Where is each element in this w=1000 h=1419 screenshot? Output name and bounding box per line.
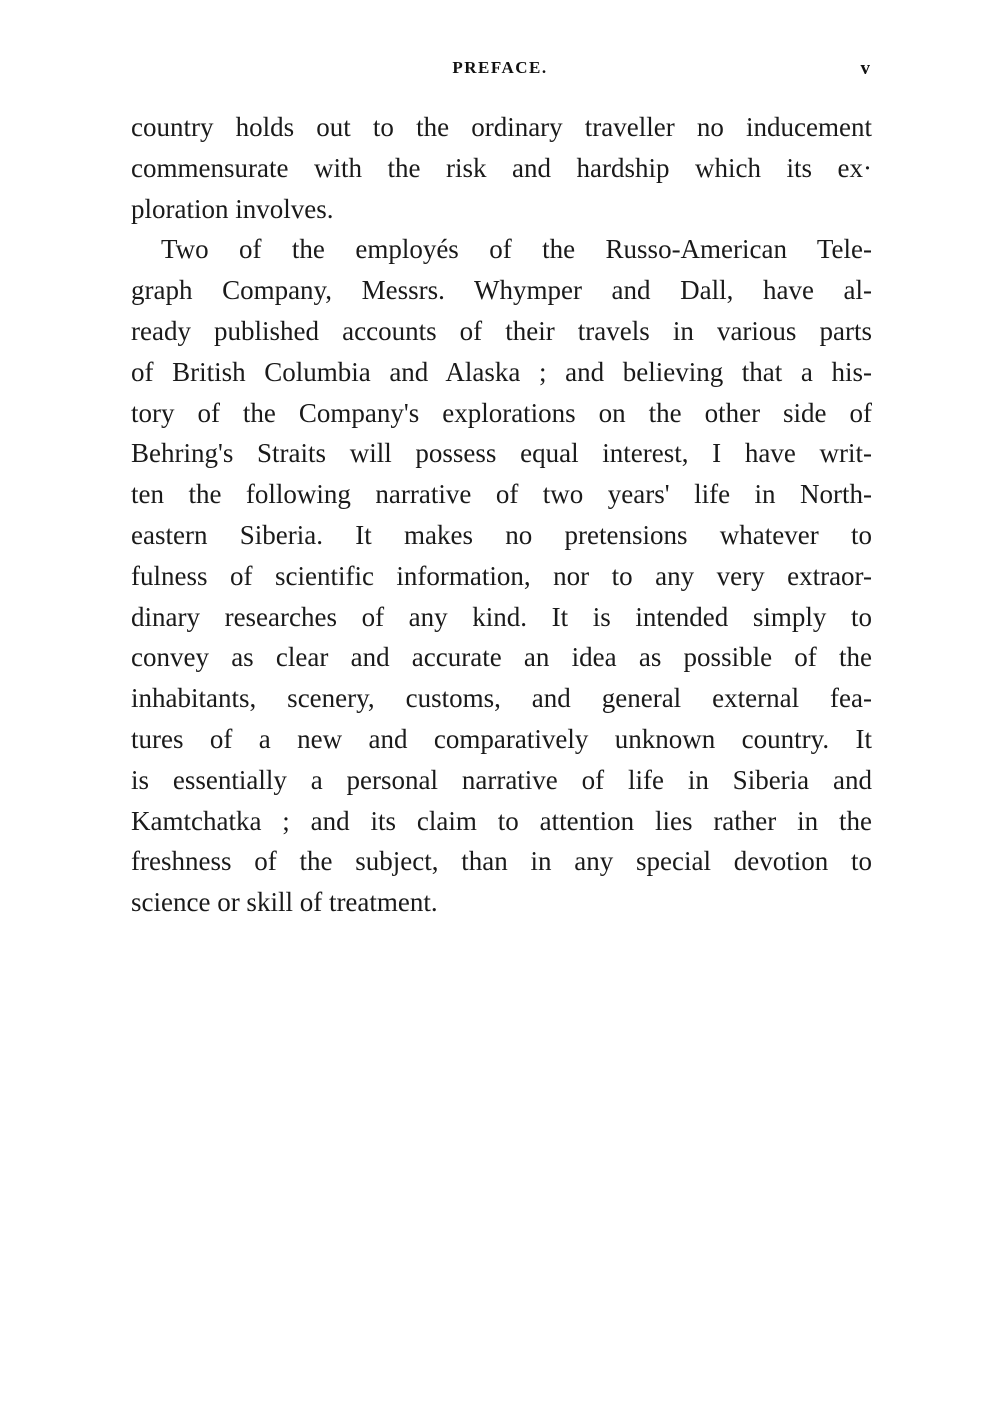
text-line: tory of the Company's explorations on the other side of	[131, 397, 872, 428]
text-line: tures of a new and comparatively unknown country. It	[131, 723, 872, 754]
text-line: eastern Siberia. It makes no pretensions whatever to	[131, 519, 872, 550]
text-line: of British Columbia and Alaska ; and believing that a his-	[131, 356, 872, 387]
text-line: Two of the employés of the Russo-American Tele-	[161, 234, 872, 265]
running-title: PREFACE.	[452, 58, 548, 77]
text-line: Kamtchatka ; and its claim to attention lies rather in the	[131, 805, 872, 836]
paragraph	[131, 229, 872, 923]
text-line: commensurate with the risk and hardship which its ex·	[131, 152, 872, 183]
text-line: science or skill of treatment.	[131, 887, 438, 918]
text-line: inhabitants, scenery, customs, and general external fea-	[131, 683, 872, 714]
text-line: dinary researches of any kind. It is intended simply to	[131, 601, 872, 632]
body-text	[131, 107, 872, 923]
text-line: country holds out to the ordinary traveller no inducement	[131, 112, 872, 142]
text-line: convey as clear and accurate an idea as possible of the	[131, 642, 872, 673]
paragraph-continued	[131, 107, 872, 229]
text-line: Behring's Straits will possess equal interest, I have writ-	[131, 438, 872, 469]
page-number: v	[860, 58, 870, 79]
text-line: fulness of scientific information, nor to any very extraor-	[131, 560, 872, 591]
text-line: freshness of the subject, than in any special devotion to	[131, 846, 872, 877]
text-line: graph Company, Messrs. Whymper and Dall, have al-	[131, 275, 872, 306]
running-head	[130, 58, 870, 88]
text-line: ten the following narrative of two years' life in North-	[131, 479, 872, 510]
text-line: ploration involves.	[131, 193, 334, 224]
text-line: ready published accounts of their travels in various parts	[131, 315, 872, 346]
text-line: is essentially a personal narrative of life in Siberia and	[131, 764, 872, 795]
